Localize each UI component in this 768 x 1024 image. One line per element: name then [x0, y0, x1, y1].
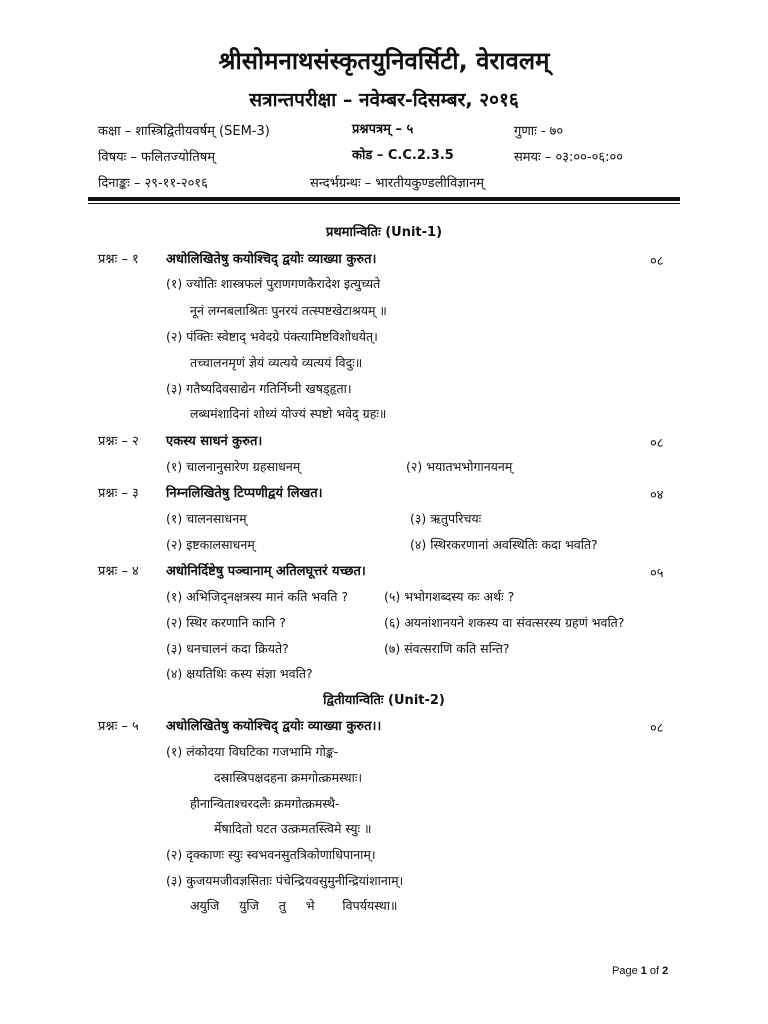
question-1-number: प्रश्नः – १	[98, 252, 139, 267]
exam-subtitle: सत्रान्तपरीक्षा – नवेम्बर-दिसम्बर, २०१६	[249, 89, 519, 111]
question-2-text: एकस्य साधनं कुरुत।	[166, 434, 263, 449]
marks-info: गुणाः - ७०	[514, 124, 564, 139]
question-5-line: (३) कुजयमजीवज्ञसिताः पंचेन्द्रियवसुमुनीन्द्रियांशानाम्।	[166, 873, 404, 888]
question-4-marks: ०५	[650, 566, 664, 581]
question-3-text: निम्नलिखितेषु टिप्पणीद्वयं लिखत।	[166, 486, 323, 501]
question-4-option: (७) संवत्सराणि कति सन्ति?	[384, 641, 510, 656]
question-4-option: (२) स्थिर करणानि कानि ?	[166, 615, 286, 630]
question-4-number: प्रश्नः – ४	[98, 564, 139, 579]
page-number	[612, 965, 668, 977]
question-5-line: (२) दृक्काणः स्युः स्वभवनसुतत्रिकोणाधिपानाम्।	[166, 847, 376, 862]
question-5-marks: ०८	[650, 721, 664, 736]
code-info: कोड – C.C.2.3.5	[352, 148, 454, 163]
header-divider-thick	[88, 197, 680, 201]
university-title: श्रीसोमनाथसंस्कृतयुनिवर्सिटी, वेरावलम्	[218, 47, 550, 75]
question-3-option: (१) चालनसाधनम्	[166, 511, 247, 526]
question-4-option: (६) अयनांशानयने शकस्य वा संवत्सरस्य ग्रहणं भवति?	[384, 615, 625, 630]
question-3-option: (३) ऋतुपरिचयः	[410, 511, 482, 526]
question-2-number: प्रश्नः – २	[98, 434, 139, 449]
time-info: समयः – ०३:००-०६:००	[514, 150, 624, 165]
question-3-option: (२) इष्टकालसाधनम्	[166, 537, 255, 552]
question-4-option: (१) अभिजिद्नक्षत्रस्य मानं कति भवति ?	[166, 589, 349, 604]
question-1-line: तच्चालनमृणं ज्ञेयं व्यत्यये व्यत्ययं विदुः॥	[190, 355, 363, 370]
question-5-line: दस्रास्त्रिपक्षदहना क्रमगोत्क्रमस्थाः।	[214, 770, 363, 785]
paper-info: प्रश्नपत्रम् – ५	[352, 122, 414, 137]
question-1-marks: ०८	[650, 254, 664, 269]
question-5-line: र्मेषादितो घटत उत्क्रमतस्त्विमे स्युः ॥	[214, 821, 372, 836]
page-total: 2	[662, 965, 669, 977]
reference-info: सन्दर्भग्रन्थः – भारतीयकुण्डलीविज्ञानम्	[310, 176, 485, 191]
question-1-line: (१) ज्योतिः शास्त्रफलं पुराणगणकैरादेश इत्युच्यते	[166, 276, 381, 291]
question-1-line: (३) गतैष्यदिवसाद्येन गतिर्निघ्नी खषड्हृता।	[166, 381, 352, 396]
question-2-marks: ०८	[650, 436, 664, 451]
header-divider-thin	[88, 203, 680, 204]
question-4-text: अधोनिर्दिष्टेषु पञ्चानाम् अतिलघूत्तरं यच्छत।	[166, 564, 366, 579]
question-5-line: हीनान्विताश्चरदलैः क्रमगोत्क्रमस्थै-	[190, 796, 340, 811]
question-5-number: प्रश्नः – ५	[98, 719, 139, 734]
date-info: दिनाङ्कः – २९-११-२०१६	[98, 176, 208, 191]
page-label: Page	[612, 965, 641, 977]
class-info: कक्षा – शास्त्रिद्वितीयवर्षम् (SEM-3)	[98, 124, 270, 139]
question-1-line: लब्धमंशादिनां शोध्यं योज्यं स्पष्टो भवेद् ग्रहः॥	[190, 406, 387, 421]
question-4-option: (५) भभोगशब्दस्य कः अर्थः ?	[384, 589, 515, 604]
question-1-line: (२) पंक्तिः स्वेष्टाद् भवेदग्रे पंक्त्यामिष्टविशोधयेत्।	[166, 329, 378, 344]
unit-2-heading: द्वितीयान्वितिः (Unit-2)	[323, 693, 445, 708]
question-4-option: (३) धनचालनं कदा क्रियते?	[166, 641, 289, 656]
question-5-text: अधोलिखितेषु कयोश्चिद् द्वयोः व्याख्या कुरुत।।	[166, 719, 382, 734]
question-1-line: नूनं लग्नबलाश्रितः पुनरयं तत्स्पष्टखेटाश्रयम् ॥	[190, 303, 387, 318]
question-3-marks: ०४	[650, 488, 664, 503]
question-2-option: (२) भयातभभोगानयनम्	[406, 459, 513, 474]
question-1-text: अधोलिखितेषु कयोश्चिद् द्वयोः व्याख्या कुरुत।	[166, 252, 377, 267]
question-2-option: (१) चालनानुसारेण ग्रहसाधनम्	[166, 459, 301, 474]
subject-info: विषयः – फलितज्योतिषम्	[98, 150, 216, 165]
page-current: 1	[640, 965, 647, 977]
question-5-line: (१) लंकोदया विघटिका गजभामि गोङ्क-	[166, 744, 339, 759]
question-5-line: अयुजि युजि तु भे विपर्ययस्था॥	[190, 898, 398, 913]
question-4-option: (४) क्षयतिथिः कस्य संज्ञा भवति?	[166, 666, 313, 681]
question-3-option: (४) स्थिरकरणानां अवस्थितिः कदा भवति?	[410, 537, 598, 552]
unit-1-heading: प्रथमान्वितिः (Unit-1)	[325, 225, 443, 240]
page-of: of	[646, 965, 663, 977]
question-3-number: प्रश्नः – ३	[98, 486, 139, 501]
